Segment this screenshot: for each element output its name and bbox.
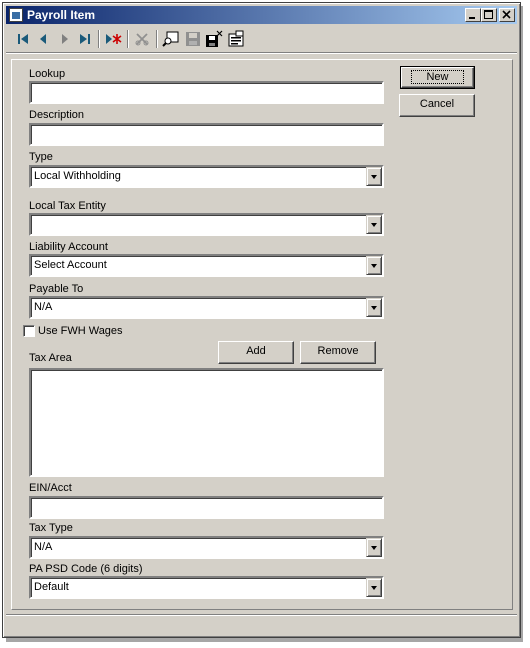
add-button-label: Add bbox=[246, 345, 266, 357]
form-panel bbox=[11, 59, 513, 610]
type-label: Type bbox=[29, 151, 53, 163]
chevron-down-icon[interactable] bbox=[366, 256, 382, 275]
payable-to-select[interactable] bbox=[29, 296, 384, 319]
minimize-icon bbox=[466, 9, 480, 21]
toolbar bbox=[6, 26, 517, 53]
ein-acct-input[interactable] bbox=[29, 496, 384, 519]
description-input[interactable] bbox=[29, 123, 384, 146]
chevron-down-icon[interactable] bbox=[366, 578, 382, 597]
chevron-down-icon[interactable] bbox=[366, 167, 382, 186]
toolbar-separator bbox=[98, 30, 99, 48]
close-icon bbox=[500, 9, 514, 21]
pa-psd-code-select[interactable] bbox=[29, 576, 384, 599]
cancel-button-label: Cancel bbox=[419, 98, 455, 110]
payroll-item-window bbox=[2, 2, 521, 638]
status-bar bbox=[6, 614, 517, 636]
new-button-label: New bbox=[411, 70, 463, 84]
remove-button-label: Remove bbox=[317, 345, 359, 357]
local-tax-entity-select[interactable] bbox=[29, 213, 384, 236]
lookup-label: Lookup bbox=[29, 68, 66, 80]
toolbar-separator bbox=[156, 30, 157, 48]
type-select[interactable] bbox=[29, 165, 384, 188]
tax-type-label: Tax Type bbox=[29, 522, 73, 534]
maximize-button[interactable] bbox=[481, 8, 497, 22]
save-icon[interactable] bbox=[184, 30, 202, 48]
new-record-icon[interactable] bbox=[104, 30, 122, 48]
save-close-icon[interactable] bbox=[205, 30, 223, 48]
delete-icon[interactable] bbox=[133, 30, 151, 48]
window-title: Payroll Item bbox=[27, 8, 96, 22]
payable-to-label: Payable To bbox=[29, 283, 84, 295]
use-fwh-wages-label: Use FWH Wages bbox=[38, 325, 123, 337]
remove-tax-area-button[interactable] bbox=[300, 341, 376, 364]
cancel-button[interactable] bbox=[399, 94, 475, 117]
payable-to-value: N/A bbox=[34, 301, 53, 313]
title-bar[interactable] bbox=[6, 6, 517, 24]
description-label: Description bbox=[29, 109, 85, 121]
tax-area-list[interactable] bbox=[29, 368, 384, 477]
liability-account-label: Liability Account bbox=[29, 241, 108, 253]
toolbar-separator bbox=[127, 30, 128, 48]
use-fwh-wages-checkbox[interactable] bbox=[23, 325, 35, 337]
close-button[interactable] bbox=[499, 8, 515, 22]
app-icon bbox=[9, 8, 23, 22]
chevron-down-icon[interactable] bbox=[366, 298, 382, 317]
liability-account-value: Select Account bbox=[34, 259, 107, 271]
tax-type-select[interactable] bbox=[29, 536, 384, 559]
new-button[interactable] bbox=[401, 67, 474, 88]
first-record-icon[interactable] bbox=[14, 30, 32, 48]
liability-account-select[interactable] bbox=[29, 254, 384, 277]
local-tax-entity-label: Local Tax Entity bbox=[29, 200, 106, 212]
type-value: Local Withholding bbox=[34, 170, 121, 182]
previous-record-icon[interactable] bbox=[34, 30, 52, 48]
last-record-icon[interactable] bbox=[76, 30, 94, 48]
pa-psd-code-value: Default bbox=[34, 581, 69, 593]
properties-icon[interactable] bbox=[227, 30, 245, 48]
add-tax-area-button[interactable] bbox=[218, 341, 294, 364]
tax-type-value: N/A bbox=[34, 541, 53, 553]
chevron-down-icon[interactable] bbox=[366, 215, 382, 234]
ein-acct-label: EIN/Acct bbox=[29, 482, 72, 494]
find-icon[interactable] bbox=[162, 30, 180, 48]
next-record-icon[interactable] bbox=[56, 30, 74, 48]
lookup-input[interactable] bbox=[29, 81, 384, 104]
pa-psd-code-label: PA PSD Code (6 digits) bbox=[29, 563, 143, 575]
chevron-down-icon[interactable] bbox=[366, 538, 382, 557]
maximize-icon bbox=[482, 9, 496, 21]
tax-area-label: Tax Area bbox=[29, 352, 72, 364]
minimize-button[interactable] bbox=[465, 8, 481, 22]
